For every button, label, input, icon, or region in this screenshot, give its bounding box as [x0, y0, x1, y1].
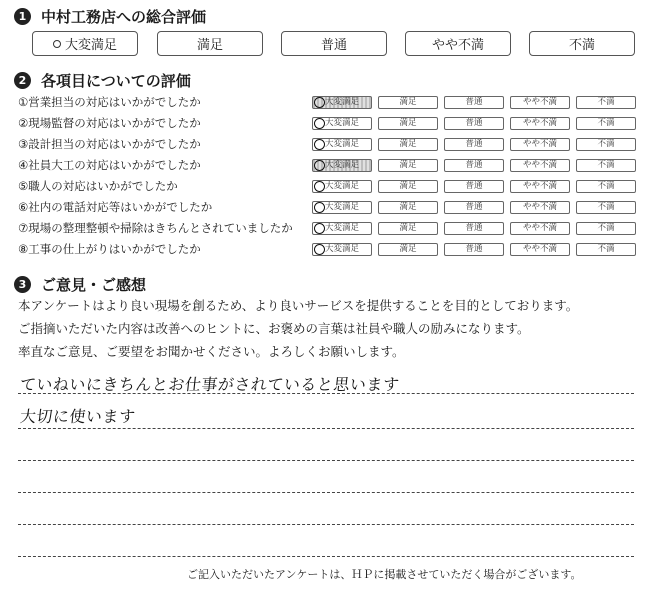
selected-circle-icon [314, 202, 325, 213]
rating-option-dissatisfied[interactable]: 不満 [576, 96, 636, 109]
rating-option-neutral[interactable]: 普通 [444, 117, 504, 130]
rating-option-dissatisfied[interactable]: 不満 [576, 180, 636, 193]
rating-option-satisfied[interactable]: 満足 [378, 138, 438, 151]
question-label: ①営業担当の対応はいかがでしたか [18, 95, 201, 109]
rating-option-somewhat-dissatisfied[interactable]: やや不満 [510, 138, 570, 151]
section3-title: ご意見・ご感想 [41, 276, 147, 294]
rating-option-very-satisfied[interactable]: 大変満足 [312, 222, 372, 235]
rating-option-satisfied[interactable]: 満足 [378, 222, 438, 235]
rating-option-neutral[interactable]: 普通 [444, 243, 504, 256]
rating-option-very-satisfied[interactable]: 大変満足 [312, 138, 372, 151]
question-label: ④社員大工の対応はいかがでしたか [18, 158, 201, 172]
selected-circle-icon [53, 40, 61, 48]
rating-option-very-satisfied[interactable]: 大変満足 [312, 159, 372, 172]
selected-circle-icon [314, 181, 325, 192]
rating-option-dissatisfied[interactable]: 不満 [576, 243, 636, 256]
selected-circle-icon [314, 97, 325, 108]
question-label: ⑥社内の電話対応等はいかがでしたか [18, 200, 213, 214]
rating-option-neutral[interactable]: 普通 [444, 159, 504, 172]
rating-option-satisfied[interactable]: 満足 [378, 243, 438, 256]
section3-heading [14, 274, 146, 295]
rating-option-satisfied[interactable]: 満足 [378, 96, 438, 109]
rating-option-somewhat-dissatisfied[interactable]: やや不満 [510, 117, 570, 130]
rating-option-neutral[interactable]: 普通 [444, 96, 504, 109]
writing-line [18, 428, 634, 429]
selected-circle-icon [314, 244, 325, 255]
rating-option-satisfied[interactable]: 満足 [378, 180, 438, 193]
selected-circle-icon [314, 139, 325, 150]
handwritten-comment-line: 大切に使います [18, 407, 137, 426]
rating-option-satisfied[interactable]: 満足 [378, 117, 438, 130]
selected-circle-icon [314, 160, 325, 171]
section1-title: 中村工務店への総合評価 [41, 8, 207, 26]
rating-option-somewhat-dissatisfied[interactable]: やや不満 [510, 201, 570, 214]
question-label: ②現場監督の対応はいかがでしたか [18, 116, 201, 130]
section3-number: 3 [14, 276, 31, 293]
question-label: ⑧工事の仕上がりはいかがでしたか [18, 242, 201, 256]
rating-option-somewhat-dissatisfied[interactable]: やや不満 [510, 222, 570, 235]
overall-option-dissatisfied[interactable]: 不満 [529, 31, 635, 56]
rating-option-very-satisfied[interactable]: 大変満足 [312, 117, 372, 130]
question-label: ⑤職人の対応はいかがでしたか [18, 179, 178, 193]
writing-line [18, 393, 634, 394]
writing-line [18, 460, 634, 461]
rating-option-dissatisfied[interactable]: 不満 [576, 138, 636, 151]
writing-line [18, 556, 634, 557]
rating-option-neutral[interactable]: 普通 [444, 201, 504, 214]
section2-title: 各項目についての評価 [41, 72, 191, 90]
rating-option-somewhat-dissatisfied[interactable]: やや不満 [510, 159, 570, 172]
rating-option-very-satisfied[interactable]: 大変満足 [312, 180, 372, 193]
intro-line: ご指摘いただいた内容は改善へのヒントに、お褒めの言葉は社員や職人の励みになります。 [18, 321, 530, 336]
rating-option-very-satisfied[interactable]: 大変満足 [312, 243, 372, 256]
selected-circle-icon [314, 118, 325, 129]
rating-option-somewhat-dissatisfied[interactable]: やや不満 [510, 96, 570, 109]
rating-option-satisfied[interactable]: 満足 [378, 201, 438, 214]
rating-option-somewhat-dissatisfied[interactable]: やや不満 [510, 180, 570, 193]
rating-option-dissatisfied[interactable]: 不満 [576, 159, 636, 172]
overall-option-neutral[interactable]: 普通 [281, 31, 387, 56]
section2-heading [14, 70, 191, 91]
writing-line [18, 492, 634, 493]
footer-note: ご記入いただいたアンケートは、ＨＰに掲載させていただく場合がございます。 [187, 568, 582, 581]
rating-option-very-satisfied[interactable]: 大変満足 [312, 96, 372, 109]
rating-option-neutral[interactable]: 普通 [444, 222, 504, 235]
overall-option-very-satisfied[interactable]: 大変満足 [32, 31, 138, 56]
selected-circle-icon [314, 223, 325, 234]
question-label: ③設計担当の対応はいかがでしたか [18, 137, 201, 151]
overall-option-satisfied[interactable]: 満足 [157, 31, 263, 56]
section1-number: 1 [14, 8, 31, 25]
rating-option-neutral[interactable]: 普通 [444, 180, 504, 193]
writing-line [18, 524, 634, 525]
overall-option-somewhat-dissatisfied[interactable]: やや不満 [405, 31, 511, 56]
section1-heading [14, 6, 206, 27]
section2-number: 2 [14, 72, 31, 89]
intro-line: 本アンケートはより良い現場を創るため、より良いサービスを提供することを目的としております。 [18, 298, 579, 313]
rating-option-dissatisfied[interactable]: 不満 [576, 201, 636, 214]
intro-line: 率直なご意見、ご要望をお聞かせください。よろしくお願いします。 [18, 344, 405, 359]
question-label: ⑦現場の整理整頓や掃除はきちんとされていましたか [18, 221, 293, 235]
rating-option-somewhat-dissatisfied[interactable]: やや不満 [510, 243, 570, 256]
rating-option-very-satisfied[interactable]: 大変満足 [312, 201, 372, 214]
rating-option-neutral[interactable]: 普通 [444, 138, 504, 151]
rating-option-satisfied[interactable]: 満足 [378, 159, 438, 172]
handwritten-comment-line: ていねいにきちんとお仕事がされていると思います [18, 375, 401, 394]
rating-option-dissatisfied[interactable]: 不満 [576, 222, 636, 235]
rating-option-dissatisfied[interactable]: 不満 [576, 117, 636, 130]
